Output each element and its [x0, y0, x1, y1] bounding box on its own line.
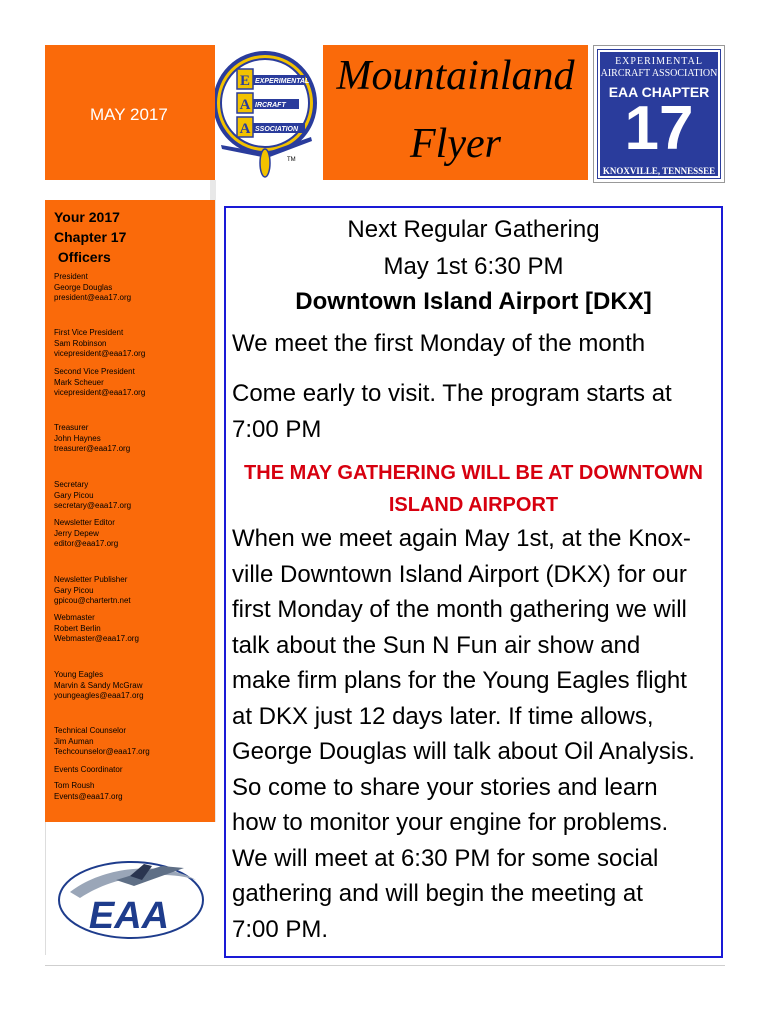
officer-name: Tom Roush: [54, 781, 95, 790]
svg-text:TM: TM: [287, 157, 296, 163]
officer-newsletter-editor: [54, 518, 118, 550]
officer-email[interactable]: Techcounselor@eaa17.org: [54, 747, 150, 756]
officer-email[interactable]: vicepresident@eaa17.org: [54, 349, 146, 358]
svg-text:A: A: [239, 97, 251, 113]
paragraph-line: We will meet at 6:30 PM for some social: [232, 844, 659, 872]
officer-email[interactable]: Webmaster@eaa17.org: [54, 634, 139, 643]
announcement-line2: ISLAND AIRPORT: [388, 494, 559, 516]
svg-text:EXPERIMENTAL: EXPERIMENTAL: [255, 78, 310, 85]
officer-events-contact: [54, 781, 123, 802]
paragraph-line: at DKX just 12 days later. If time allows,: [232, 702, 654, 730]
chapter-badge-panel: [598, 50, 720, 178]
officer-role: Newsletter Editor: [54, 518, 115, 527]
paragraph-line: When we meet again May 1st, at the Knox-: [232, 525, 691, 552]
eaa-association-logo: [215, 45, 323, 180]
officer-email[interactable]: youngeagles@eaa17.org: [54, 691, 144, 700]
officer-role: Events Coordinator: [54, 765, 123, 774]
come-early-note: [232, 376, 712, 447]
officer-name: Jerry Depew: [54, 528, 99, 538]
eaa-airplane-logo-icon: [56, 858, 206, 942]
officer-secretary: [54, 480, 131, 512]
officer-name: Gary Picou: [54, 490, 94, 500]
location-announcement: [226, 457, 721, 521]
officer-newsletter-publisher: [54, 575, 131, 607]
announcement-line1: THE MAY GATHERING WILL BE AT DOWNTOWN: [244, 462, 703, 484]
officer-role: First Vice President: [54, 328, 124, 337]
badge-experimental: EXPERIMENTAL: [615, 56, 703, 67]
meeting-schedule-note: We meet the first Monday of the month: [232, 330, 646, 357]
gathering-place: Downtown Island Airport [DKX]: [295, 288, 652, 315]
svg-text:E: E: [239, 73, 251, 89]
officer-webmaster: [54, 613, 139, 645]
officer-name: Gary Picou: [54, 585, 94, 595]
officers-heading-line1: Your 2017: [54, 209, 120, 225]
officer-name: Marvin & Sandy McGraw: [54, 680, 143, 690]
officers-heading-line3: Officers: [54, 249, 111, 265]
officer-name: Robert Berlin: [54, 623, 101, 633]
badge-aircraft-association: AIRCRAFT ASSOCIATION: [600, 68, 718, 79]
officer-role: Treasurer: [54, 423, 89, 432]
paragraph-line: gathering and will begin the meeting at: [232, 880, 643, 907]
officer-role: Webmaster: [54, 613, 95, 622]
officer-treasurer: [54, 423, 130, 455]
officer-first-vice-president: [54, 328, 145, 360]
officers-heading-line2: Chapter 17: [54, 229, 127, 245]
officer-name: Jim Auman: [54, 736, 94, 746]
svg-text:SSOCIATION: SSOCIATION: [255, 126, 299, 133]
paragraph-line: 7:00 PM.: [232, 915, 329, 943]
eaa-propeller-logo-icon: [215, 45, 323, 180]
officers-heading: [54, 207, 126, 267]
officer-young-eagles: [54, 670, 144, 702]
svg-text:IRCRAFT: IRCRAFT: [255, 102, 286, 109]
badge-chapter-number: 17: [624, 94, 694, 163]
officer-email[interactable]: gpicou@chartertn.net: [54, 596, 131, 605]
badge-location: KNOXVILLE, TENNESSEE: [602, 166, 716, 176]
gathering-time: May 1st 6:30 PM: [383, 253, 564, 280]
gathering-details-paragraph: [232, 521, 718, 947]
officer-email[interactable]: president@eaa17.org: [54, 293, 132, 302]
officer-president: [54, 272, 131, 304]
officer-technical-counselor: [54, 726, 150, 758]
issue-month: MAY 2017: [90, 105, 168, 124]
officer-role: President: [54, 272, 88, 281]
paragraph-line: make firm plans for the Young Eagles flight: [232, 667, 687, 694]
paragraph-line: how to monitor your engine for problems.: [232, 809, 669, 836]
badge-eaa-chapter: EAA CHAPTER: [608, 84, 710, 100]
officer-second-vice-president: [54, 367, 145, 399]
officer-name: John Haynes: [54, 433, 101, 443]
come-early-line2: 7:00 PM: [232, 415, 322, 443]
svg-text:A: A: [239, 121, 251, 137]
paragraph-line: talk about the Sun N Fun air show and: [232, 631, 641, 659]
sidebar-spacer: [45, 180, 215, 200]
gathering-announcement-box: [224, 206, 723, 958]
come-early-line1: Come early to visit. The program starts at: [232, 380, 672, 407]
officer-email[interactable]: secretary@eaa17.org: [54, 501, 132, 510]
officer-email[interactable]: vicepresident@eaa17.org: [54, 388, 146, 397]
officer-role: Newsletter Publisher: [54, 575, 128, 584]
officer-role: Second Vice President: [54, 367, 135, 376]
officer-email[interactable]: Events@eaa17.org: [54, 791, 123, 801]
paragraph-line: So come to share your stories and learn: [232, 773, 658, 801]
svg-text:EAA: EAA: [88, 895, 170, 937]
officer-name: Mark Scheuer: [54, 377, 104, 387]
chapter-17-badge: [593, 45, 725, 183]
officer-events-coordinator: [54, 765, 122, 776]
eaa-logo-area: [45, 822, 218, 955]
newsletter-title: Mountainland: [336, 53, 575, 99]
newsletter-title-line2: Flyer: [410, 121, 501, 167]
officer-email[interactable]: treasurer@eaa17.org: [54, 444, 131, 453]
officer-role: Young Eagles: [54, 670, 104, 679]
officer-role: Secretary: [54, 480, 89, 489]
officer-name: George Douglas: [54, 282, 113, 292]
gathering-title: Next Regular Gathering: [347, 216, 600, 243]
paragraph-line: first Monday of the month gathering we will: [232, 596, 687, 623]
officer-name: Sam Robinson: [54, 338, 107, 348]
paragraph-line: George Douglas will talk about Oil Analysis.: [232, 738, 695, 765]
page-divider: [45, 965, 725, 966]
paragraph-line: ville Downtown Island Airport (DKX) for our: [232, 560, 687, 588]
officer-role: Technical Counselor: [54, 726, 127, 735]
officers-sidebar: [45, 200, 215, 822]
officer-email[interactable]: editor@eaa17.org: [54, 539, 119, 548]
